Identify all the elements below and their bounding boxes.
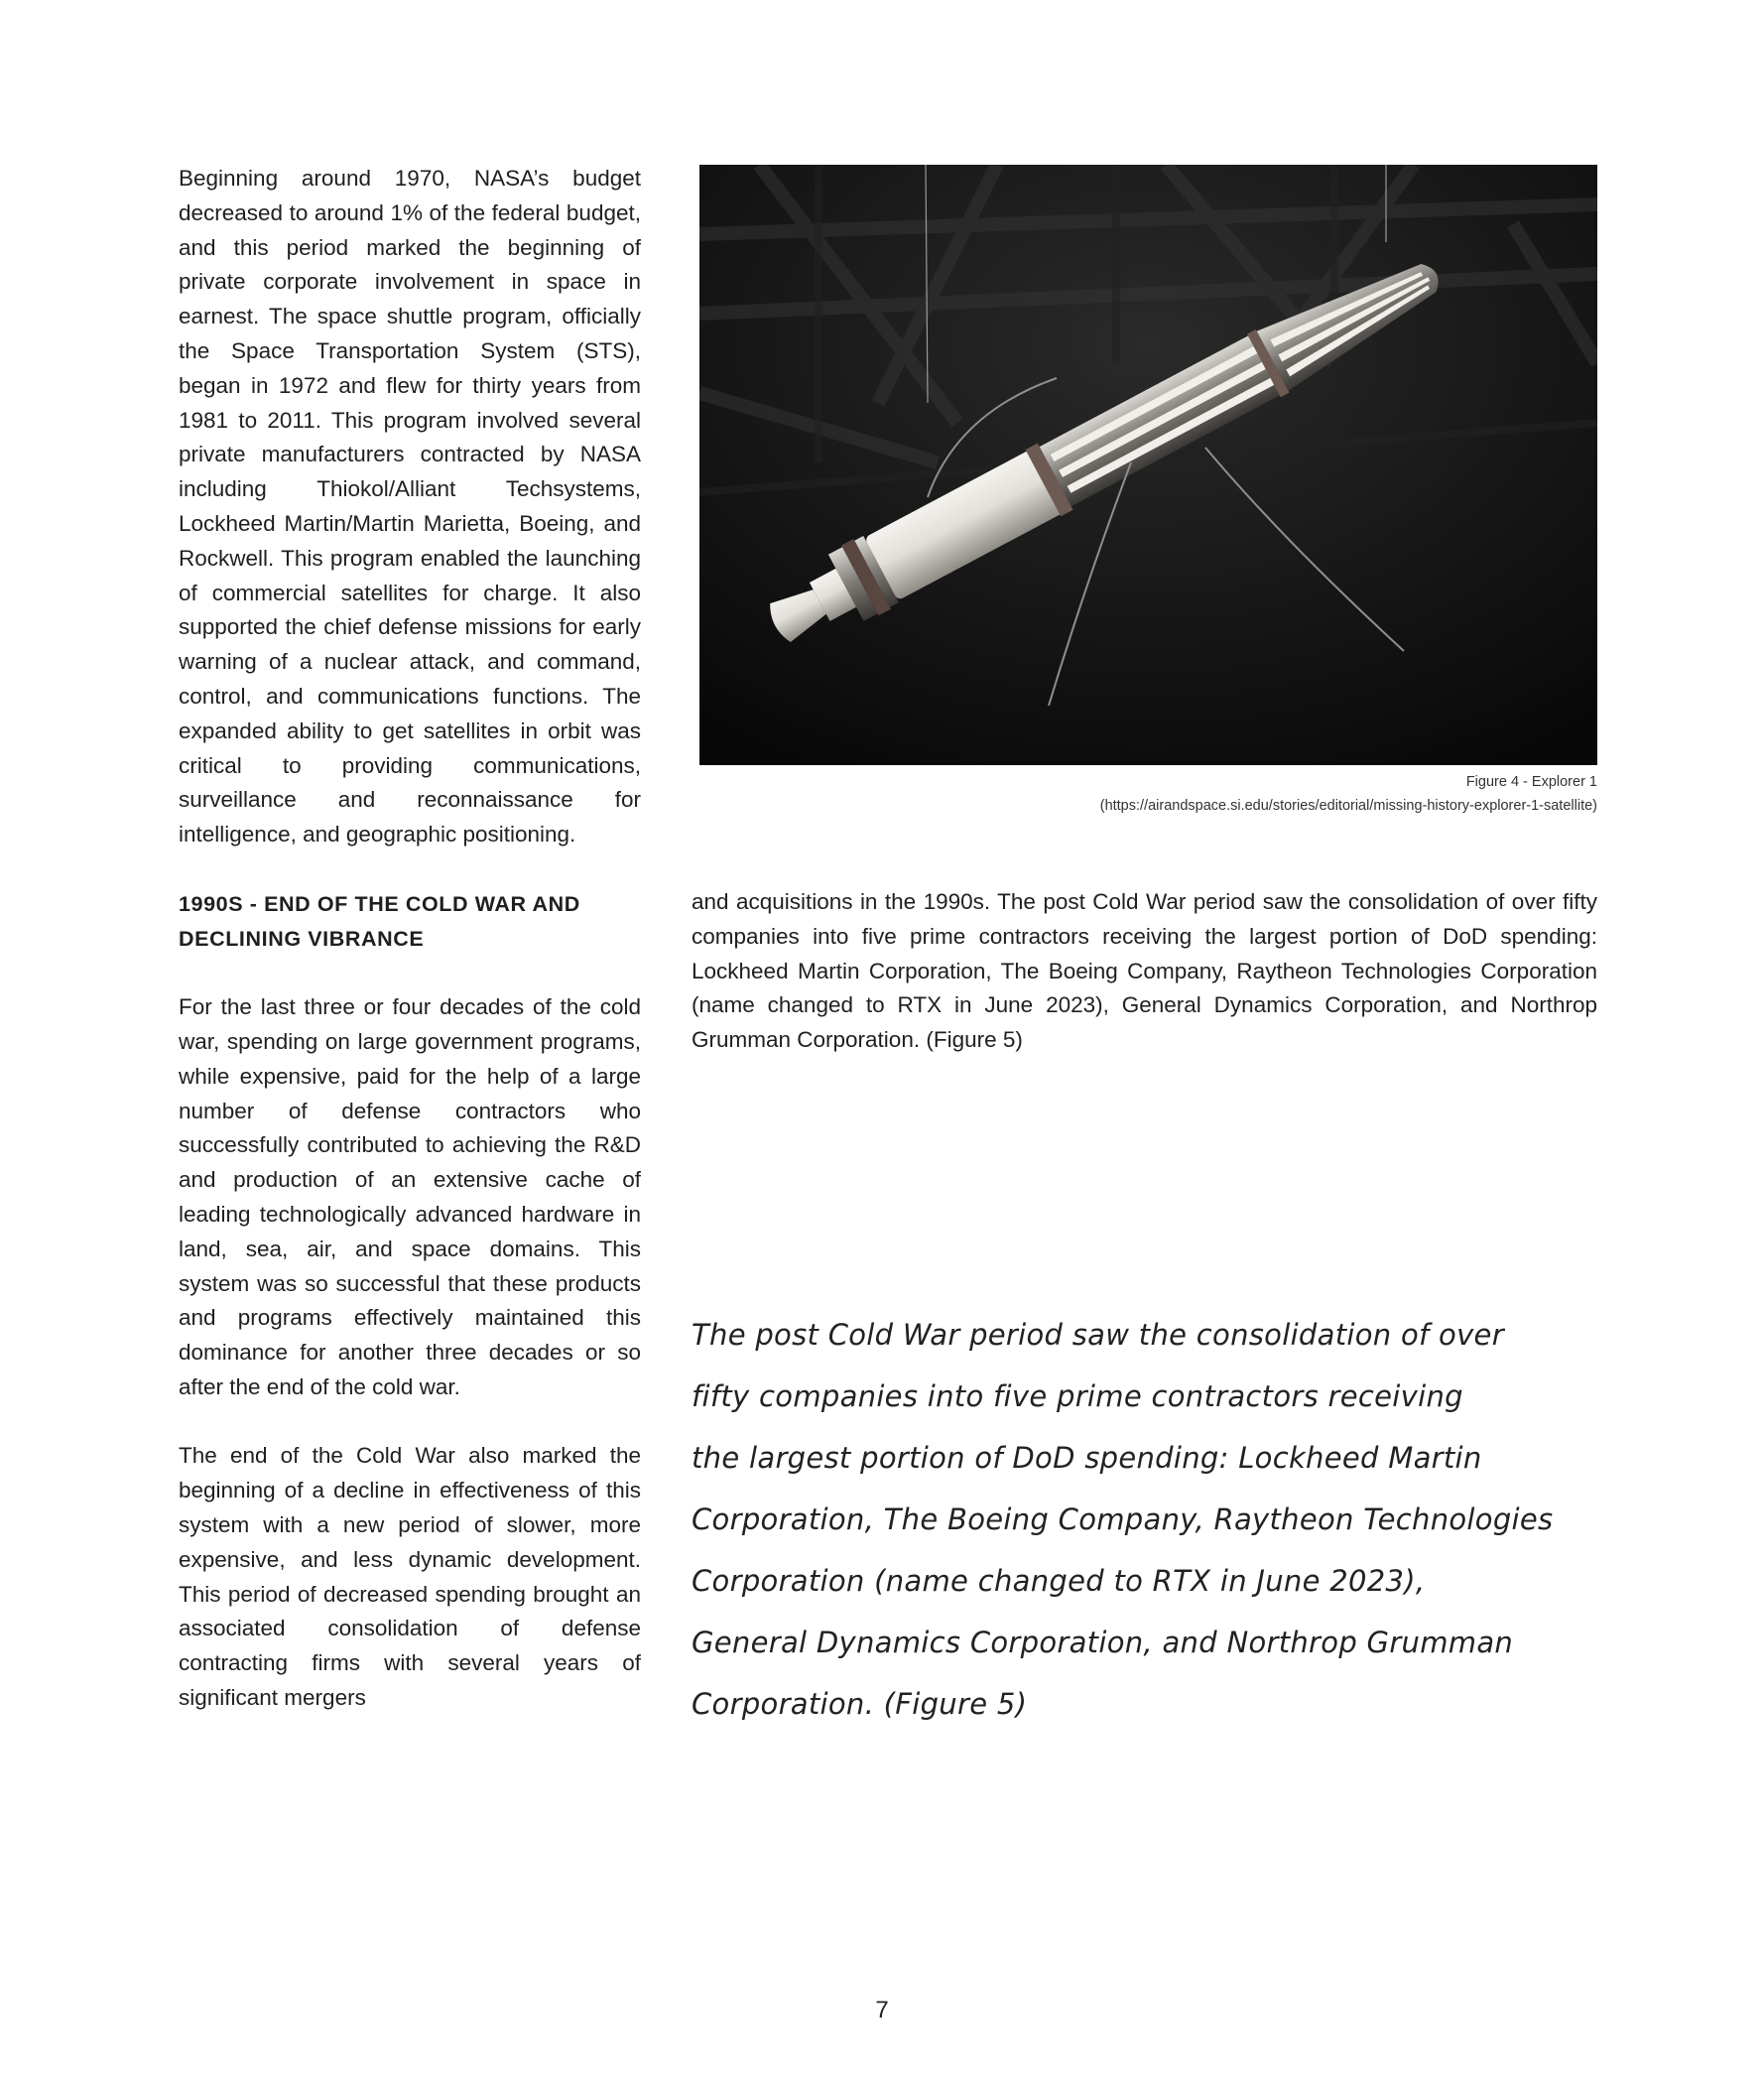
section-heading-line-2: DECLINING VIBRANCE <box>179 926 425 951</box>
spacer <box>179 956 641 990</box>
left-text-column <box>179 162 641 1716</box>
body-paragraph-consolidation: and acquisitions in the 1990s. The post Cold War period saw the consolidation of over fifty companies into five prime contractors receiving the largest portion of DoD spending: Lockheed Martin Corporation, The Boeing Company, Raytheon Technologies Corporation (name changed to RTX in June 2023), General Dynamics Corporation, and Northrop Grumman Corporation. (Figure 5) <box>692 889 1597 1053</box>
body-paragraph-end-of-cold-war: The end of the Cold War also marked the beginning of a decline in effectiveness of this system with a new period of slower, more expensive, and less dynamic development. This period of decreased spending brought an associated consolidation of defense contracting firms with several years of significant mergers <box>179 1443 641 1711</box>
section-heading <box>179 887 641 957</box>
figure-caption-source-url: (https://airandspace.si.edu/stories/editorial/missing-history-explorer-1-satellite) <box>1099 798 1597 814</box>
pull-quote <box>692 1304 1597 1735</box>
pull-quote-line: Corporation (name changed to RTX in June 2023), <box>692 1564 1426 1598</box>
pull-quote-line: The post Cold War period saw the consolidation of over <box>692 1318 1504 1352</box>
right-text-column <box>692 885 1597 1058</box>
pull-quote-line: General Dynamics Corporation, and Northrop Grumman <box>692 1626 1514 1659</box>
pull-quote-line: fifty companies into five prime contractors receiving <box>692 1379 1463 1413</box>
body-paragraph-cold-war-spending: For the last three or four decades of the cold war, spending on large government programs, while expensive, paid for the help of a large number of defense contractors who successfully contributed to achieving the R&D and production of an extensive cache of leading technologically advanced hardware in land, sea, air, and space domains. This system was so successful that these products and programs effectively maintained this dominance for another three decades or so after the end of the cold war. <box>179 994 641 1399</box>
figure-caption <box>699 770 1597 818</box>
pull-quote-line: Corporation. (Figure 5) <box>692 1687 1028 1721</box>
spacer <box>179 852 641 887</box>
spacer <box>179 1405 641 1440</box>
pull-quote-line: the largest portion of DoD spending: Lockheed Martin <box>692 1441 1482 1475</box>
pull-quote-line: Corporation, The Boeing Company, Raytheon Technologies <box>692 1502 1554 1536</box>
explorer-1-photo <box>699 165 1597 765</box>
body-paragraph-nasa-budget: Beginning around 1970, NASA’s budget decreased to around 1% of the federal budget, and this period marked the beginning of private corporate involvement in space in earnest. The space shuttle program, officially the Space Transportation System (STS), began in 1972 and flew for thirty years from 1981 to 2011. This program involved several private manufacturers contracted by NASA including Thiokol/Alliant Techsystems, Lockheed Martin/Martin Marietta, Boeing, and Rockwell. This program enabled the launching of commercial satellites for charge. It also supported the chief defense missions for early warning of a nuclear attack, and command, control, and communications functions. The expanded ability to get satellites in orbit was critical to providing communications, surveillance and reconnaissance for intelligence, and geographic positioning. <box>179 166 641 848</box>
figure-caption-title: Figure 4 - Explorer 1 <box>1465 774 1597 790</box>
page-number: 7 <box>875 1997 889 2024</box>
section-heading-line-1: 1990S - END OF THE COLD WAR AND <box>179 891 580 916</box>
explorer-1-rocket-illustration <box>699 165 1597 765</box>
